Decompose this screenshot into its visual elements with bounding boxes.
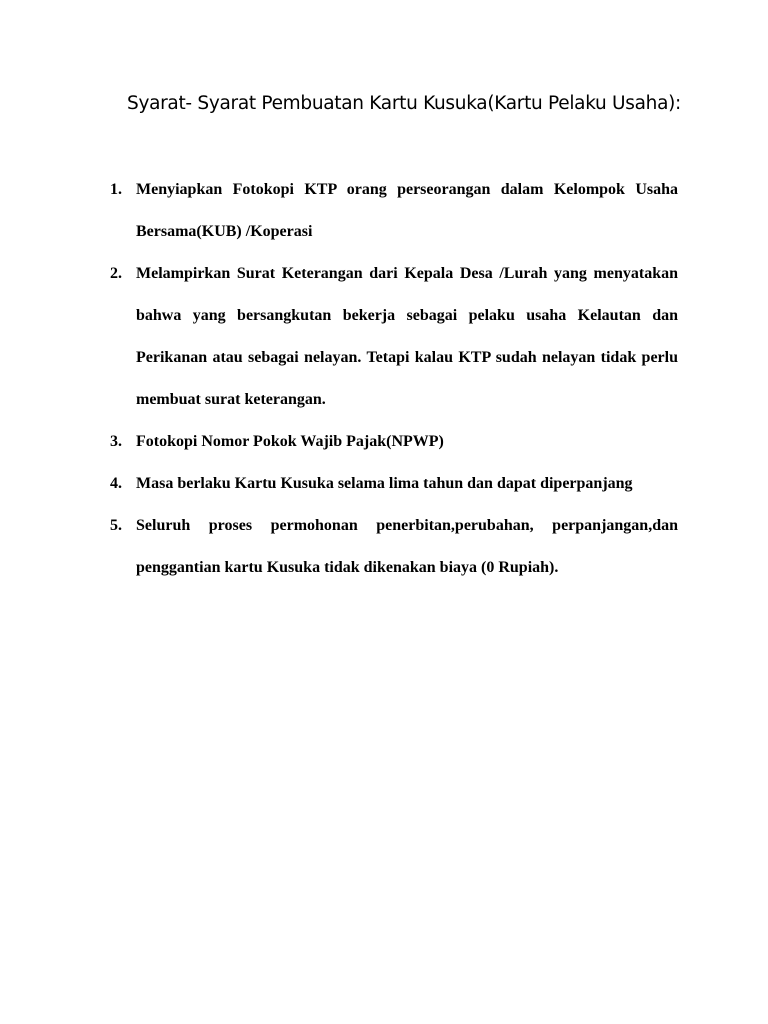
page-title: Syarat- Syarat Pembuatan Kartu Kusuka(Kartu Pelaku Usaha): [127,93,681,114]
list-item-text: Melampirkan Surat Keterangan dari Kepala Desa /Lurah yang menyatakan bahwa yang bersangkutan bekerja sebagai pelaku usaha Kelautan dan Perikanan atau sebagai nelayan. Tetapi kalau KTP sudah nelayan tidak perlu membuat surat keterangan. [136,265,678,408]
list-item [110,421,678,463]
list-item [110,505,678,589]
list-item [110,463,678,505]
list-item-number: 5. [110,517,122,534]
list-item-number: 4. [110,475,122,492]
list-item-text: Menyiapkan Fotokopi KTP orang perseorangan dalam Kelompok Usaha Bersama(KUB) /Koperasi [136,181,678,240]
list-item-number: 3. [110,433,122,450]
list-item [110,253,678,421]
list-item-text: Seluruh proses permohonan penerbitan,perubahan, perpanjangan,dan penggantian kartu Kusuka tidak dikenakan biaya (0 Rupiah). [136,517,678,576]
list-item-number: 2. [110,265,122,282]
requirements-list [110,169,678,589]
list-item-text: Fotokopi Nomor Pokok Wajib Pajak(NPWP) [136,433,444,450]
list-item [110,169,678,253]
list-item-number: 1. [110,181,122,198]
list-item-text: Masa berlaku Kartu Kusuka selama lima tahun dan dapat diperpanjang [136,475,633,492]
